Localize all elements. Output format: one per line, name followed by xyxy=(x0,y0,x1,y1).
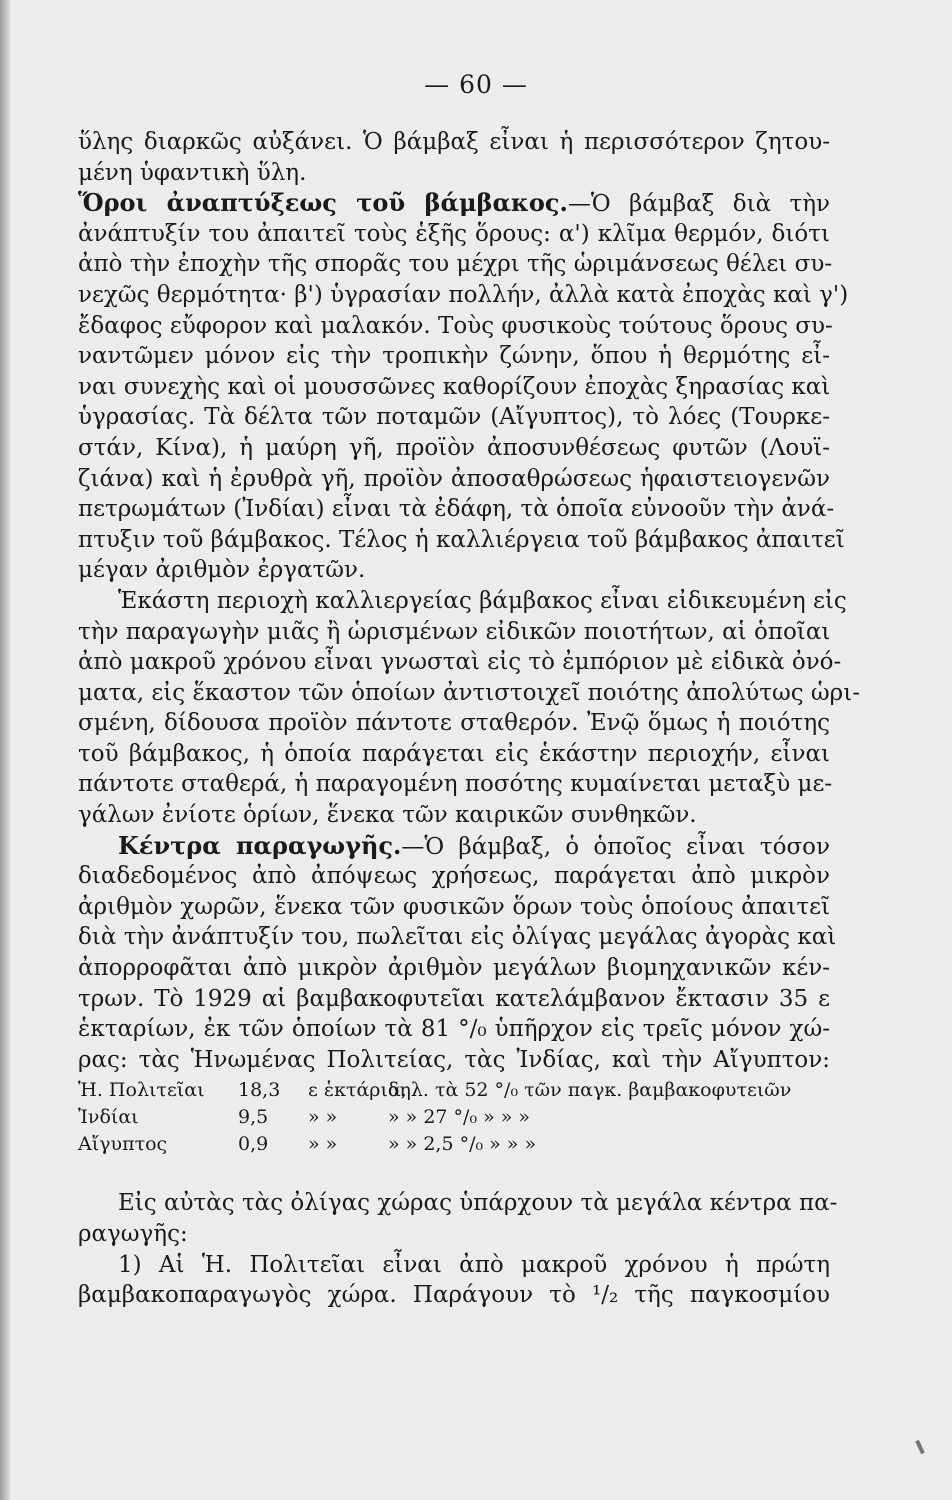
text-line: πάντοτε σταθερά, ἡ παραγομένη ποσότης κυμαίνεται μεταξὺ με- xyxy=(78,771,833,798)
text-line: ματα, εἰς ἕκαστον τῶν ὁποίων ἀντιστοιχεῖ ποιότης ἀπολύτως ὡρι- xyxy=(78,679,860,706)
scan-mark xyxy=(915,1440,925,1454)
text-line: πτυξιν τοῦ βάμβακος. Τέλος ἡ καλλιέργεια τοῦ βάμβακος ἀπαιτεῖ xyxy=(78,526,845,553)
text-line: ζιάνα) καὶ ἡ ἐρυθρὰ γῆ, προϊὸν ἀποσαθρώσεως ἡφαιστειογενῶν xyxy=(78,465,830,492)
text-line: ρας: τὰς Ἡνωμένας Πολιτείας, τὰς Ἰνδίας, καὶ τὴν Αἴγυπτον: xyxy=(78,1046,830,1073)
page-number: — 60 — xyxy=(424,70,528,99)
text-line: τὴν παραγωγὴν μιᾶς ἢ ὡρισμένων εἰδικῶν ποιοτήτων, αἱ ὁποῖαι xyxy=(78,618,831,645)
table-cell-area: 18,3 xyxy=(238,1079,281,1102)
text-line: πετρωμάτων (Ἰνδίαι) εἶναι τὰ ἐδάφη, τὰ ὁποῖα εὐνοοῦν τὴν ἀνά- xyxy=(78,496,835,523)
page-body xyxy=(78,127,860,1311)
table-cell-country: Ἰνδίαι xyxy=(78,1106,139,1129)
text-line: τρων. Τὸ 1929 αἱ βαμβακοφυτεῖαι κατελάμβανον ἔκτασιν 35 ε xyxy=(78,985,830,1012)
section-heading-growth-conditions: Ὅροι ἀναπτύξεως τοῦ βάμβακος. xyxy=(78,188,568,218)
text-line: ὑγρασίας. Τὰ δέλτα τῶν ποταμῶν (Αἴγυπτος), τὸ λόες (Τουρκε- xyxy=(78,404,830,431)
table-cell-share: » » 27 °/₀ » » » xyxy=(388,1106,531,1129)
table-row xyxy=(78,1104,830,1131)
text-line: στάν, Κίνα), ἡ μαύρη γῆ, προϊὸν ἀποσυνθέσεως φυτῶν (Λουϊ- xyxy=(78,434,830,461)
cotton-area-table xyxy=(78,1077,830,1158)
spacer xyxy=(78,1158,830,1188)
text-line: 1) Αἱ Ἡ. Πολιτεῖαι εἶναι ἀπὸ μακροῦ χρόνου ἡ πρώτη xyxy=(118,1251,830,1278)
text-line: μέγαν ἀριθμὸν ἐργατῶν. xyxy=(78,557,366,584)
table-cell-area: 9,5 xyxy=(238,1106,269,1129)
table-cell-share: » » 2,5 °/₀ » » » xyxy=(388,1133,537,1156)
text-line: ραγωγῆς: xyxy=(78,1221,188,1247)
table-cell-area: 0,9 xyxy=(238,1133,269,1156)
page-binding-shadow xyxy=(0,0,10,1500)
table-row xyxy=(78,1131,830,1158)
table-cell-country: Ἡ. Πολιτεῖαι xyxy=(78,1079,205,1102)
text-line: ἀπορροφᾶται ἀπὸ μικρὸν ἀριθμὸν μεγάλων βιομηχανικῶν κέν- xyxy=(78,955,830,982)
text-line: ἔδαφος εὔφορον καὶ μαλακόν. Τοὺς φυσικοὺς τούτους ὅρους συ- xyxy=(78,312,833,339)
text-line: βαμβακοπαραγωγὸς χώρα. Παράγουν τὸ ¹/₂ τῆς παγκοσμίου xyxy=(78,1282,830,1309)
table-cell-unit: » » xyxy=(308,1133,338,1156)
table-row xyxy=(78,1077,830,1104)
text-line: σμένη, δίδουσα προϊὸν πάντοτε σταθερόν. Ἐνῷ ὅμως ἡ ποιότης xyxy=(78,710,830,737)
text-line: διὰ τὴν ἀνάπτυξίν του, πωλεῖται εἰς ὀλίγας μεγάλας ἀγορὰς καὶ xyxy=(78,924,837,951)
table-cell-country: Αἴγυπτος xyxy=(78,1133,168,1156)
text-line: ἑκταρίων, ἐκ τῶν ὁποίων τὰ 81 °/₀ ὑπῆρχον εἰς τρεῖς μόνον χώ- xyxy=(78,1016,830,1043)
text-line: ναι συνεχὴς καὶ οἱ μουσσῶνες καθορίζουν ἐποχὰς ξηρασίας καὶ xyxy=(78,373,831,400)
text-line: Εἰς αὐτὰς τὰς ὀλίγας χώρας ὑπάρχουν τὰ μεγάλα κέντρα πα- xyxy=(118,1190,838,1217)
text-line: τοῦ βάμβακος, ἡ ὁποία παράγεται εἰς ἑκάστην περιοχήν, εἶναι xyxy=(78,740,830,767)
text-line: ἀνάπτυξίν του ἀπαιτεῖ τοὺς ἑξῆς ὅρους: α') κλῖμα θερμόν, διότι xyxy=(78,220,830,247)
text-line: νεχῶς θερμότητα· β') ὑγρασίαν πολλήν, ἀλλὰ κατὰ ἐποχὰς καὶ γ') xyxy=(78,281,849,308)
text-line: Ἑκάστη περιοχὴ καλλιεργείας βάμβακος εἶναι εἰδικευμένη εἰς xyxy=(118,587,847,614)
table-cell-unit: ε ἑκτάρια, xyxy=(308,1079,407,1102)
section-heading-production-centers: Κέντρα παραγωγῆς. xyxy=(118,830,402,860)
text-line: ὕλης διαρκῶς αὐξάνει. Ὁ βάμβαξ εἶναι ἡ περισσότερον ζητου- xyxy=(78,129,830,155)
text-line: Ὅροι ἀναπτύξεως τοῦ βάμβακος.—Ὁ βάμβαξ διὰ τὴν xyxy=(78,188,831,218)
table-cell-share: δηλ. τὰ 52 °/₀ τῶν παγκ. βαμβακοφυτειῶν xyxy=(388,1079,792,1102)
text-line: Κέντρα παραγωγῆς.—Ὁ βάμβαξ, ὁ ὁποῖος εἶναι τόσον xyxy=(118,830,830,860)
text-line: ἀριθμὸν χωρῶν, ἕνεκα τῶν φυσικῶν ὅρων τοὺς ὁποίους ἀπαιτεῖ xyxy=(78,893,830,920)
text-line: διαδεδομένος ἀπὸ ἀπόψεως χρήσεως, παράγεται ἀπὸ μικρὸν xyxy=(78,863,830,890)
text-line: μένη ὑφαντικὴ ὕλη. xyxy=(78,159,307,186)
text-line: γάλων ἐνίοτε ὁρίων, ἕνεκα τῶν καιρικῶν συνθηκῶν. xyxy=(78,802,697,829)
table-cell-unit: » » xyxy=(308,1106,338,1129)
text-line: ἀπὸ τὴν ἐποχὴν τῆς σπορᾶς του μέχρι τῆς ὡριμάνσεως θέλει συ- xyxy=(78,251,833,278)
text-line: ἀπὸ μακροῦ χρόνου εἶναι γνωσταὶ εἰς τὸ ἐμπόριον μὲ εἰδικὰ ὀνό- xyxy=(78,649,842,676)
text-line: ναντῶμεν μόνον εἰς τὴν τροπικὴν ζώνην, ὅπου ἡ θερμότης εἶ- xyxy=(78,343,830,370)
